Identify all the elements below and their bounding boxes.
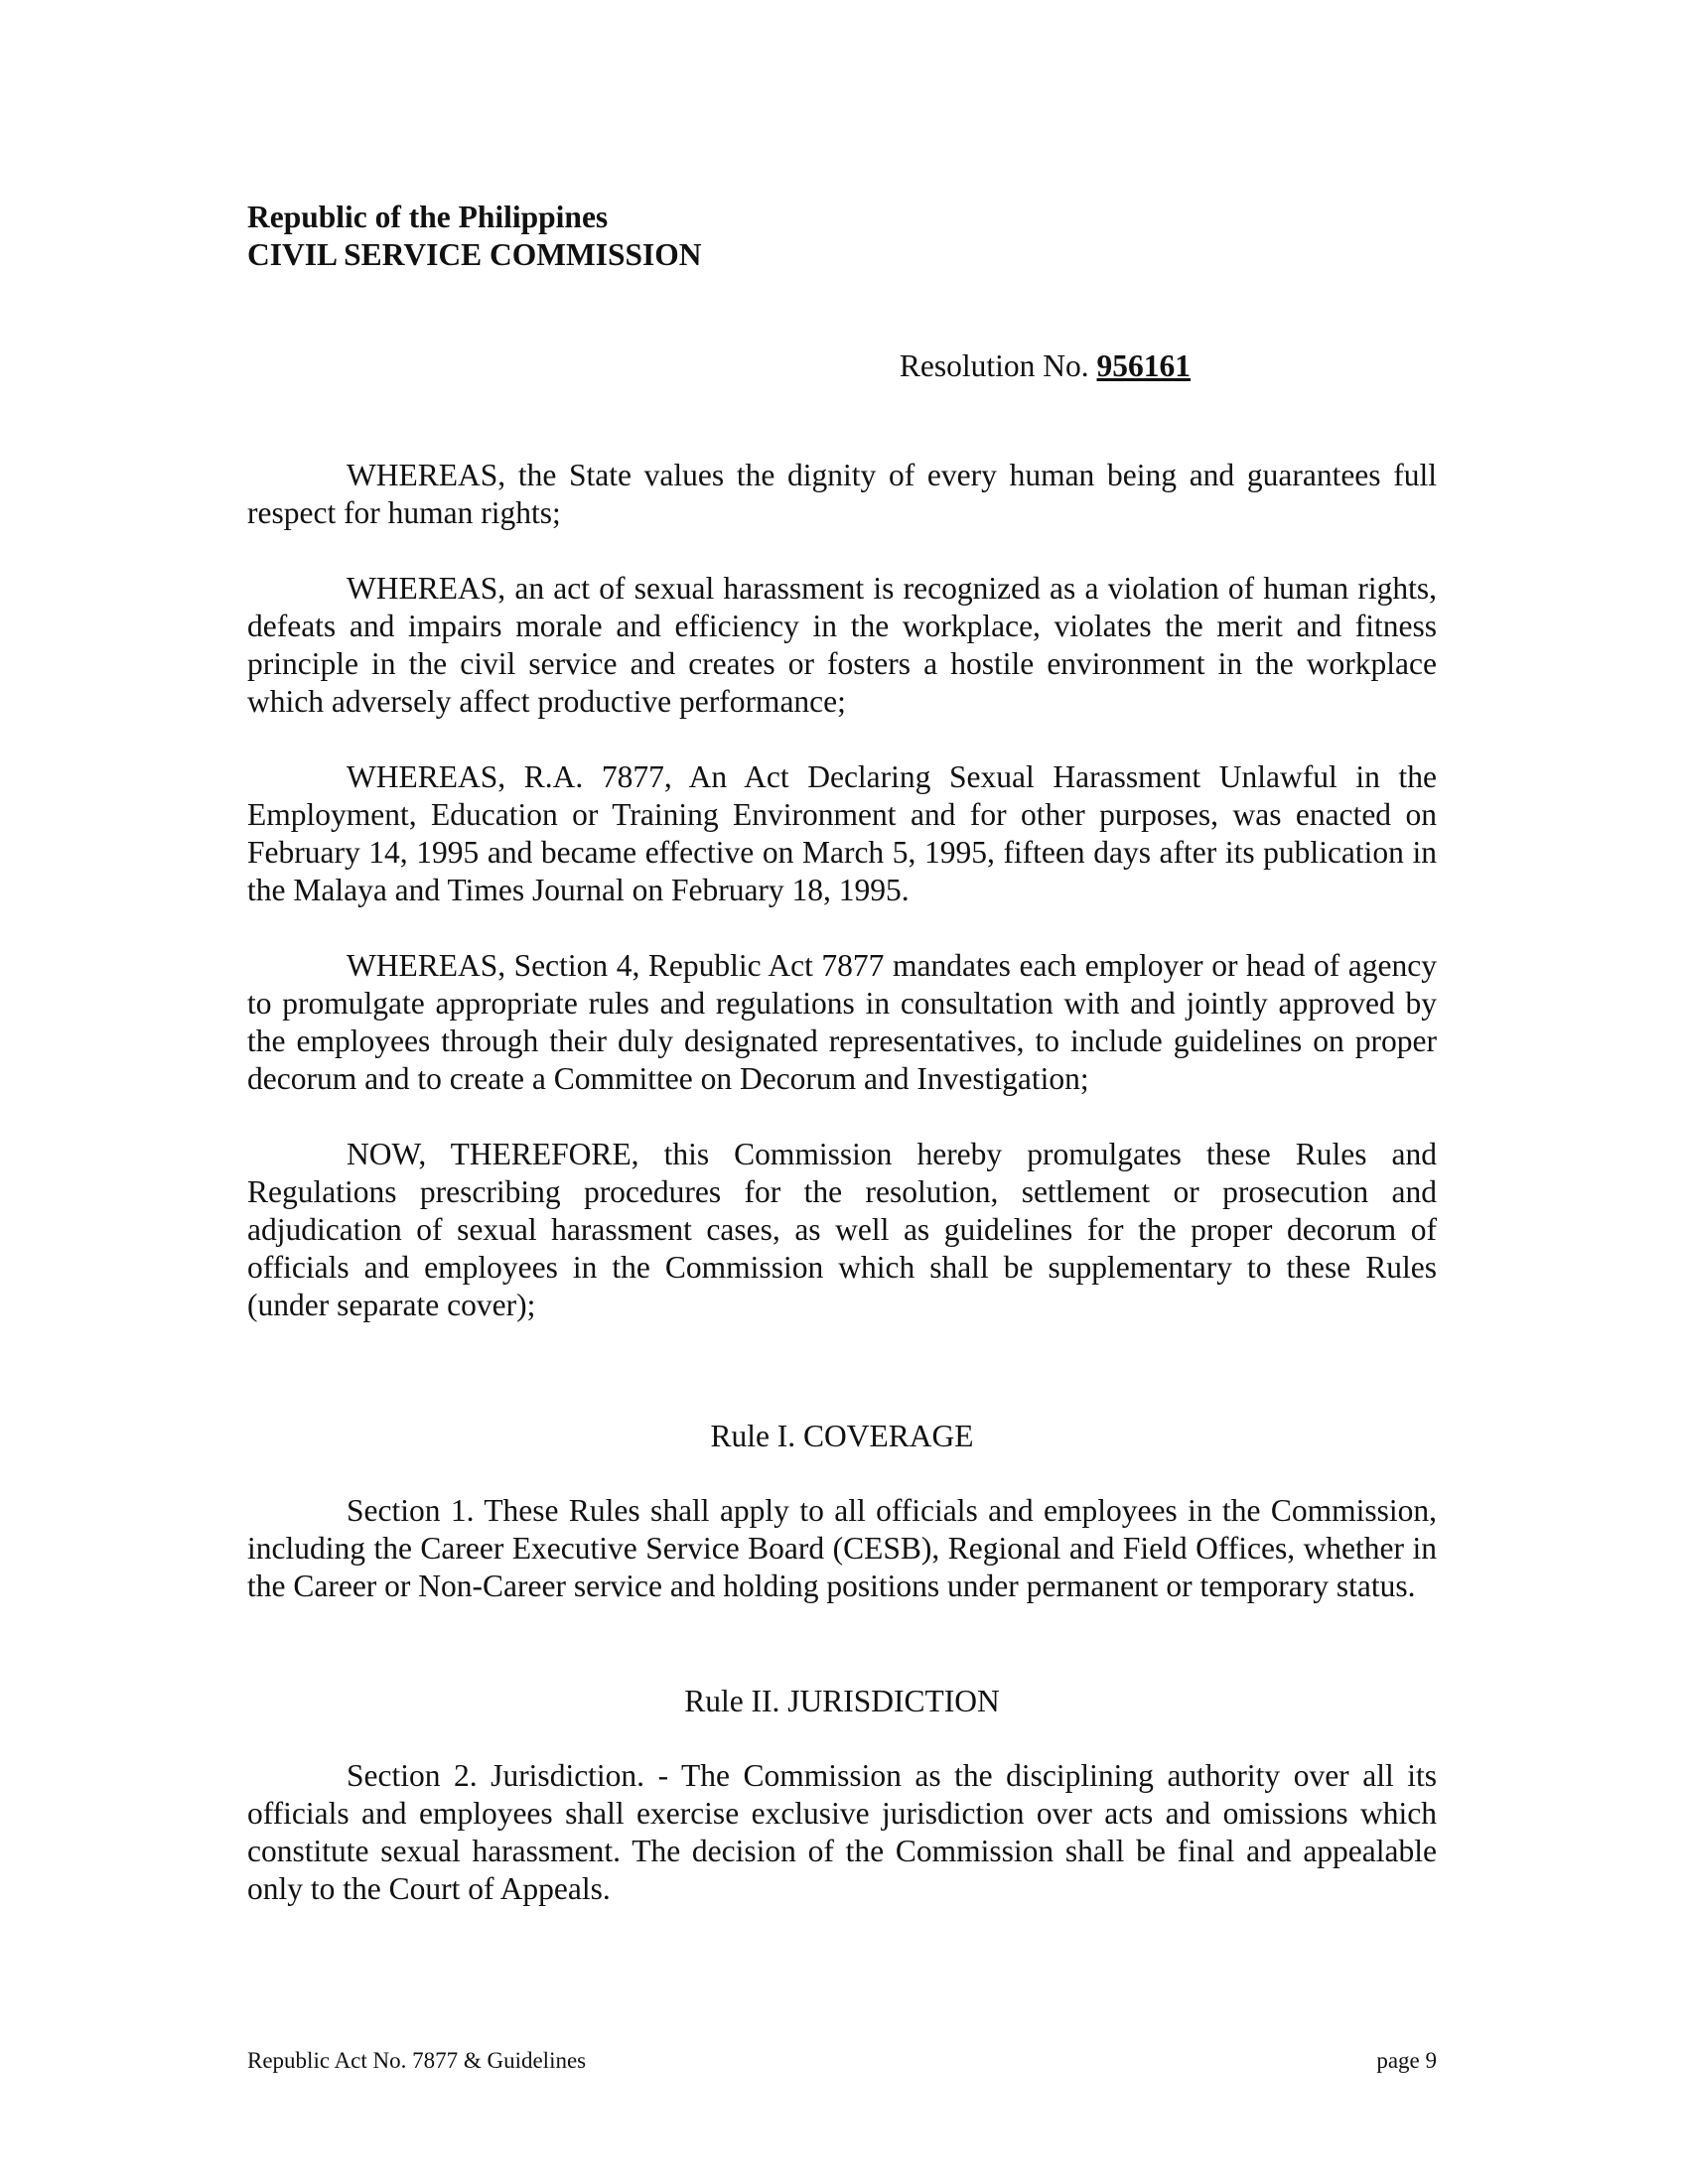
resolution-title <box>247 347 1437 385</box>
now-therefore-paragraph: NOW, THEREFORE, this Commission hereby promulgates these Rules and Regulations prescribing procedures for the resolution, settlement or prosecution and adjudication of sexual harassment cases, as well as guidelines for the proper decorum of officials and employees in the Commission which shall be supplementary to these Rules (under separate cover); <box>247 1137 1437 1322</box>
section-1-paragraph: Section 1. These Rules shall apply to all officials and employees in the Commission, including the Career Executive Service Board (CESB), Regional and Field Offices, whether in the Career or Non-Career service and holding positions under permanent or temporary status. <box>247 1493 1437 1603</box>
resolution-label: Resolution No. <box>899 348 1089 383</box>
section-2-paragraph: Section 2. Jurisdiction. - The Commission as the disciplining authority over all its officials and employees shall exercise exclusive jurisdiction over acts and omissions which constitute sexual harassment. The decision of the Commission shall be final and appealable only to the Court of Appeals. <box>247 1758 1437 1906</box>
document-body <box>247 199 1437 1908</box>
resolution-number: 956161 <box>1096 348 1191 383</box>
page-footer <box>247 2047 1437 2075</box>
footer-page-number: page 9 <box>1376 2048 1437 2073</box>
footer-document-title: Republic Act No. 7877 & Guidelines <box>247 2048 587 2073</box>
whereas-paragraph-4: WHEREAS, Section 4, Republic Act 7877 mandates each employer or head of agency to promulgate appropriate rules and regulations in consultation with and jointly approved by the employees through their duly designated representatives, to include guidelines on proper decorum and to create a Committee on Decorum and Investigation; <box>247 948 1437 1096</box>
rule-2-heading: Rule II. JURISDICTION <box>684 1684 1000 1718</box>
header-country: Republic of the Philippines <box>247 200 609 234</box>
whereas-paragraph-1: WHEREAS, the State values the dignity of every human being and guarantees full respect for human rights; <box>247 458 1437 530</box>
whereas-paragraph-2: WHEREAS, an act of sexual harassment is recognized as a violation of human rights, defeats and impairs morale and efficiency in the workplace, violates the merit and fitness principle in the civil service and creates or fosters a hostile environment in the workplace which adversely affect productive performance; <box>247 571 1437 719</box>
whereas-paragraph-3: WHEREAS, R.A. 7877, An Act Declaring Sexual Harassment Unlawful in the Employment, Education or Training Environment and for other purposes, was enacted on February 14, 1995 and became effective on March 5, 1995, fifteen days after its publication in the Malaya and Times Journal on February 18, 1995. <box>247 759 1437 907</box>
header-agency: CIVIL SERVICE COMMISSION <box>247 237 702 272</box>
rule-1-heading: Rule I. COVERAGE <box>710 1419 974 1453</box>
